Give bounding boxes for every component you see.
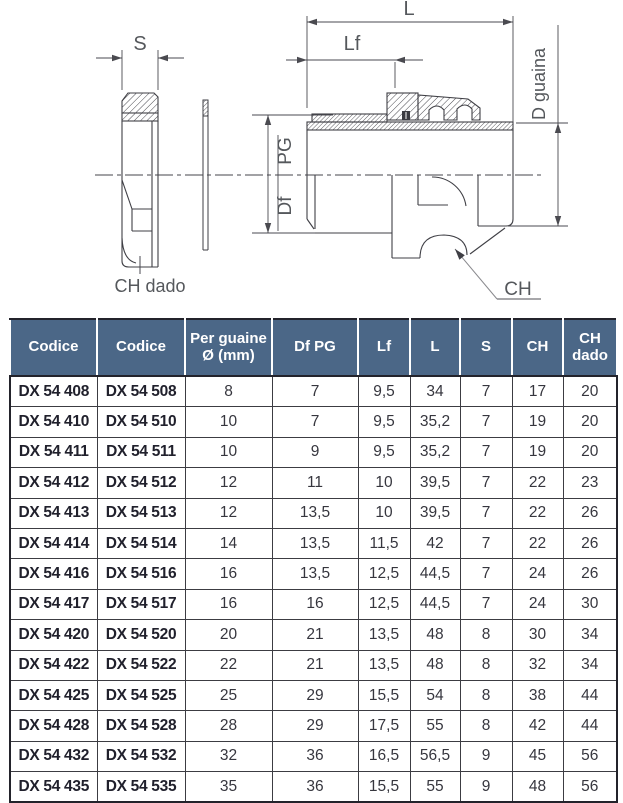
- value-cell: 55: [410, 711, 460, 741]
- col-header-codice-1: Codice: [10, 319, 97, 376]
- value-cell: 34: [563, 650, 617, 680]
- value-cell: 7: [460, 498, 512, 528]
- value-cell: 13,5: [358, 620, 410, 650]
- value-cell: 8: [460, 711, 512, 741]
- value-cell: 26: [563, 559, 617, 589]
- code-cell: DX 54 417: [10, 589, 97, 619]
- table-row: [10, 528, 617, 558]
- table-row: [10, 711, 617, 741]
- value-cell: 19: [512, 437, 563, 467]
- code-cell: DX 54 510: [97, 407, 185, 437]
- value-cell: 12: [185, 498, 272, 528]
- value-cell: 32: [185, 741, 272, 771]
- value-cell: 7: [460, 407, 512, 437]
- code-cell: DX 54 428: [10, 711, 97, 741]
- dimension-s: [96, 50, 184, 90]
- value-cell: 16: [272, 589, 358, 619]
- value-cell: 10: [185, 407, 272, 437]
- value-cell: 44: [563, 680, 617, 710]
- table-row: [10, 680, 617, 710]
- value-cell: 42: [512, 711, 563, 741]
- code-cell: DX 54 422: [10, 650, 97, 680]
- value-cell: 7: [460, 437, 512, 467]
- technical-drawing: [0, 0, 623, 315]
- value-cell: 25: [185, 680, 272, 710]
- table-row: [10, 772, 617, 803]
- dim-label-pg: PG: [275, 137, 296, 165]
- label-ch: CH: [504, 279, 532, 300]
- value-cell: 13,5: [358, 650, 410, 680]
- code-cell: DX 54 432: [10, 741, 97, 771]
- code-cell: DX 54 425: [10, 680, 97, 710]
- value-cell: 24: [512, 559, 563, 589]
- value-cell: 15,5: [358, 680, 410, 710]
- col-header-codice-2: Codice: [97, 319, 185, 376]
- code-cell: DX 54 517: [97, 589, 185, 619]
- value-cell: 9: [460, 772, 512, 803]
- dim-label-df: Df: [275, 196, 296, 216]
- value-cell: 20: [563, 437, 617, 467]
- code-cell: DX 54 528: [97, 711, 185, 741]
- code-cell: DX 54 520: [97, 620, 185, 650]
- value-cell: 7: [460, 376, 512, 407]
- code-cell: DX 54 420: [10, 620, 97, 650]
- value-cell: 34: [563, 620, 617, 650]
- value-cell: 21: [272, 650, 358, 680]
- col-header-per-guaine: Per guaine Ø (mm): [185, 319, 272, 376]
- value-cell: 16,5: [358, 741, 410, 771]
- value-cell: 30: [512, 620, 563, 650]
- value-cell: 9,5: [358, 376, 410, 407]
- value-cell: 9,5: [358, 407, 410, 437]
- value-cell: 30: [563, 589, 617, 619]
- value-cell: 22: [185, 650, 272, 680]
- code-cell: DX 54 412: [10, 468, 97, 498]
- value-cell: 45: [512, 741, 563, 771]
- code-cell: DX 54 414: [10, 528, 97, 558]
- value-cell: 12: [185, 468, 272, 498]
- value-cell: 56: [563, 772, 617, 803]
- code-cell: DX 54 516: [97, 559, 185, 589]
- code-cell: DX 54 514: [97, 528, 185, 558]
- value-cell: 29: [272, 711, 358, 741]
- value-cell: 44: [563, 711, 617, 741]
- value-cell: 9,5: [358, 437, 410, 467]
- value-cell: 14: [185, 528, 272, 558]
- code-cell: DX 54 522: [97, 650, 185, 680]
- value-cell: 48: [410, 620, 460, 650]
- value-cell: 10: [358, 468, 410, 498]
- value-cell: 34: [410, 376, 460, 407]
- col-header-l: L: [410, 319, 460, 376]
- value-cell: 22: [512, 468, 563, 498]
- value-cell: 29: [272, 680, 358, 710]
- value-cell: 54: [410, 680, 460, 710]
- value-cell: 10: [185, 437, 272, 467]
- value-cell: 7: [460, 468, 512, 498]
- value-cell: 16: [185, 589, 272, 619]
- value-cell: 19: [512, 407, 563, 437]
- value-cell: 17,5: [358, 711, 410, 741]
- dim-label-l: L: [403, 0, 415, 20]
- table-row: [10, 650, 617, 680]
- value-cell: 13,5: [272, 528, 358, 558]
- code-cell: DX 54 512: [97, 468, 185, 498]
- value-cell: 8: [185, 376, 272, 407]
- value-cell: 28: [185, 711, 272, 741]
- value-cell: 16: [185, 559, 272, 589]
- table-row: [10, 589, 617, 619]
- value-cell: 7: [460, 559, 512, 589]
- value-cell: 55: [410, 772, 460, 803]
- value-cell: 44,5: [410, 559, 460, 589]
- table-body: [10, 376, 617, 802]
- value-cell: 13,5: [272, 559, 358, 589]
- value-cell: 36: [272, 772, 358, 803]
- value-cell: 39,5: [410, 468, 460, 498]
- value-cell: 35: [185, 772, 272, 803]
- code-cell: DX 54 416: [10, 559, 97, 589]
- value-cell: 26: [563, 498, 617, 528]
- value-cell: 20: [563, 376, 617, 407]
- value-cell: 12,5: [358, 559, 410, 589]
- value-cell: 8: [460, 680, 512, 710]
- code-cell: DX 54 410: [10, 407, 97, 437]
- code-cell: DX 54 508: [97, 376, 185, 407]
- code-cell: DX 54 532: [97, 741, 185, 771]
- table-row: [10, 468, 617, 498]
- col-header-ch-dado: CH dado: [563, 319, 617, 376]
- code-cell: DX 54 408: [10, 376, 97, 407]
- table-row: [10, 376, 617, 407]
- code-cell: DX 54 413: [10, 498, 97, 528]
- value-cell: 35,2: [410, 407, 460, 437]
- value-cell: 7: [272, 376, 358, 407]
- value-cell: 9: [272, 437, 358, 467]
- value-cell: 48: [512, 772, 563, 803]
- cable-gland-drawing: [0, 0, 623, 315]
- value-cell: 22: [512, 498, 563, 528]
- value-cell: 17: [512, 376, 563, 407]
- value-cell: 42: [410, 528, 460, 558]
- value-cell: 10: [358, 498, 410, 528]
- value-cell: 9: [460, 741, 512, 771]
- value-cell: 22: [512, 528, 563, 558]
- code-cell: DX 54 511: [97, 437, 185, 467]
- col-header-lf: Lf: [358, 319, 410, 376]
- value-cell: 8: [460, 620, 512, 650]
- code-cell: DX 54 435: [10, 772, 97, 803]
- value-cell: 26: [563, 528, 617, 558]
- spec-table: [9, 318, 618, 803]
- code-cell: DX 54 411: [10, 437, 97, 467]
- value-cell: 56,5: [410, 741, 460, 771]
- table-row: [10, 407, 617, 437]
- value-cell: 11,5: [358, 528, 410, 558]
- value-cell: 23: [563, 468, 617, 498]
- left-view-nut: [122, 93, 158, 267]
- dim-label-s: S: [133, 33, 147, 55]
- value-cell: 12,5: [358, 589, 410, 619]
- code-cell: DX 54 525: [97, 680, 185, 710]
- table-row: [10, 437, 617, 467]
- value-cell: 7: [460, 528, 512, 558]
- code-cell: DX 54 535: [97, 772, 185, 803]
- table-row: [10, 741, 617, 771]
- col-header-ch: CH: [512, 319, 563, 376]
- col-header-s: S: [460, 319, 512, 376]
- value-cell: 13,5: [272, 498, 358, 528]
- dim-label-lf: Lf: [343, 33, 361, 55]
- value-cell: 15,5: [358, 772, 410, 803]
- value-cell: 24: [512, 589, 563, 619]
- value-cell: 44,5: [410, 589, 460, 619]
- col-header-df-pg: Df PG: [272, 319, 358, 376]
- value-cell: 38: [512, 680, 563, 710]
- dim-label-d-guaina: D guaina: [529, 47, 549, 121]
- table-row: [10, 620, 617, 650]
- table-row: [10, 559, 617, 589]
- label-ch-dado: CH dado: [114, 276, 186, 296]
- value-cell: 48: [410, 650, 460, 680]
- value-cell: 20: [185, 620, 272, 650]
- value-cell: 11: [272, 468, 358, 498]
- value-cell: 8: [460, 650, 512, 680]
- value-cell: 21: [272, 620, 358, 650]
- header-row: [10, 319, 617, 376]
- value-cell: 32: [512, 650, 563, 680]
- table-row: [10, 498, 617, 528]
- value-cell: 20: [563, 407, 617, 437]
- value-cell: 35,2: [410, 437, 460, 467]
- value-cell: 7: [460, 589, 512, 619]
- value-cell: 39,5: [410, 498, 460, 528]
- code-cell: DX 54 513: [97, 498, 185, 528]
- value-cell: 56: [563, 741, 617, 771]
- value-cell: 7: [272, 407, 358, 437]
- value-cell: 36: [272, 741, 358, 771]
